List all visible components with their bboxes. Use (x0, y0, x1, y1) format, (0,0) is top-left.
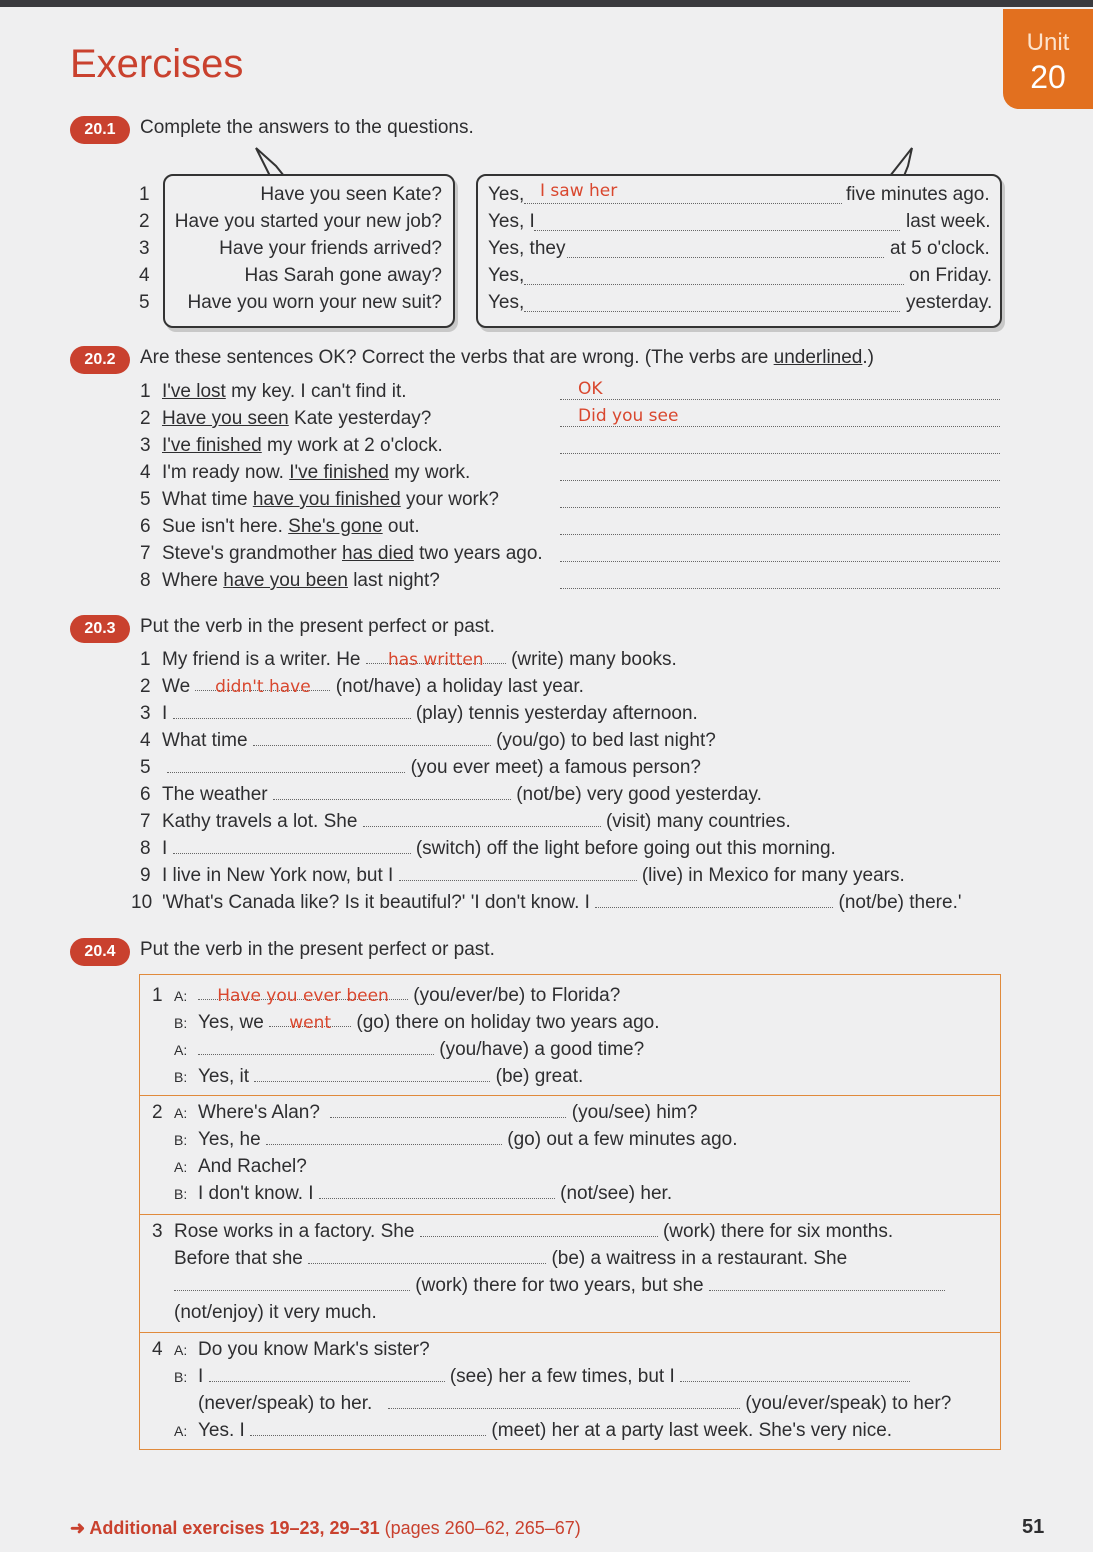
instruction-underlined: underlined (773, 347, 863, 368)
speaker-label: B: (174, 1069, 188, 1085)
speaker-label: B: (174, 1186, 188, 1202)
sentence-text: my work. (388, 462, 471, 483)
sentence-text: (live) in Mexico for many years. (641, 865, 905, 886)
answer-handwritten: OK (578, 379, 603, 399)
sentence-text: (go) there on holiday two years ago. (356, 1012, 660, 1033)
item-number: 5 (140, 757, 151, 778)
exercise-instruction-20-2 (140, 347, 874, 369)
sentence-text: I (198, 1366, 204, 1387)
answer-end: five minutes ago. (846, 184, 990, 205)
underlined-verb: have you finished (252, 489, 401, 510)
item-number: 7 (140, 811, 151, 832)
item-number: 8 (140, 838, 151, 859)
item-number: 3 (140, 703, 151, 724)
list-item (140, 543, 543, 565)
exercise-instruction-20-3: Put the verb in the present perfect or past. (140, 616, 495, 637)
sentence-text: Yes, he (198, 1129, 261, 1150)
list-item (140, 784, 762, 806)
underlined-verb: has died (342, 543, 414, 564)
list-item (140, 811, 791, 833)
sentence-text: 'What's Canada like? Is it beautiful?' 'I don't know. I (162, 892, 590, 913)
item-number: 1 (140, 381, 151, 402)
answer-blank[interactable] (560, 452, 1000, 454)
list-item (140, 676, 584, 698)
sentence-text: Kathy travels a lot. She (162, 811, 358, 832)
dialogue-line (174, 1012, 660, 1034)
exercise-badge-20-2: 20.2 (70, 346, 130, 374)
speaker-label: B: (174, 1132, 188, 1148)
item-number: 5 (139, 292, 150, 313)
item-number: 1 (139, 184, 150, 205)
sentence-text: (be) great. (495, 1066, 584, 1087)
item-number: 4 (152, 1339, 163, 1360)
sentence-text: Before that she (174, 1248, 303, 1269)
unit-number: 20 (1030, 59, 1066, 95)
sentence-text: What time (162, 730, 248, 751)
dialogue-line (174, 1366, 910, 1388)
sentence-text: last night? (347, 570, 440, 591)
list-item (140, 570, 440, 592)
list-item (140, 703, 698, 725)
answer-blank[interactable] (266, 1130, 502, 1145)
item-number: 5 (140, 489, 151, 510)
sentence-text: Sue isn't here. (162, 516, 289, 537)
answer-start: Yes, I (488, 211, 535, 232)
dialogue-line (174, 1129, 738, 1151)
item-number: 8 (140, 570, 151, 591)
item-number: 3 (152, 1221, 163, 1242)
answer-blank[interactable] (560, 533, 1000, 535)
answer-blank[interactable] (524, 283, 904, 285)
answer-end: on Friday. (909, 265, 993, 286)
item-number: 2 (140, 408, 151, 429)
list-item (140, 865, 905, 887)
answer-blank[interactable] (363, 812, 601, 827)
item-number: 3 (140, 435, 151, 456)
sentence-text: (not/see) her. (560, 1183, 673, 1204)
answer-handwritten: Did you see (578, 406, 679, 426)
sentence-text: I'm ready now. (162, 462, 290, 483)
question-text: Have you seen Kate? (260, 184, 442, 205)
item-number: 1 (140, 649, 151, 670)
underlined-verb: have you been (223, 570, 348, 591)
underlined-verb: Have you seen (162, 408, 289, 429)
dialogue-line (152, 985, 620, 1007)
answer-blank[interactable] (567, 256, 884, 258)
answer-blank[interactable] (250, 1421, 486, 1436)
sentence-text: I live in New York now, but I (162, 865, 394, 886)
answer-blank[interactable] (167, 758, 405, 773)
answer-blank[interactable] (560, 587, 1000, 589)
sentence-text: I (162, 838, 168, 859)
answer-blank[interactable] (330, 1103, 566, 1118)
speaker-label: A: (174, 1105, 188, 1121)
sentence-text: (you/ever/speak) to her? (745, 1393, 952, 1414)
item-number: 4 (139, 265, 150, 286)
answer-end: at 5 o'clock. (890, 238, 990, 259)
sentence-text: What time (162, 489, 253, 510)
question-text: Have your friends arrived? (219, 238, 442, 259)
answer-blank[interactable] (254, 1067, 490, 1082)
list-item (140, 730, 716, 752)
sentence-text: Yes. I (198, 1420, 245, 1441)
sentence-text: (never/speak) to her. (198, 1393, 373, 1414)
footer-link-text: ➜ Additional exercises 19–23, 29–31 (70, 1518, 380, 1538)
answer-blank[interactable] (560, 506, 1000, 508)
sentence-text: (work) there for two years, but she (415, 1275, 704, 1296)
sentence-text: your work? (400, 489, 499, 510)
sentence-text: Where's Alan? (198, 1102, 320, 1123)
list-item (140, 838, 836, 860)
list-item (140, 489, 499, 511)
sentence-text: (work) there for six months. (662, 1221, 894, 1242)
question-text: Has Sarah gone away? (244, 265, 442, 286)
item-number: 4 (140, 730, 151, 751)
answer-handwritten: went (289, 1013, 332, 1033)
dialogue-line (174, 1183, 672, 1205)
item-number: 6 (140, 516, 151, 537)
dialogue-line (174, 1156, 307, 1178)
answer-blank[interactable] (366, 649, 506, 670)
dialogue-line: (not/enjoy) it very much. (174, 1302, 377, 1323)
exercise-badge-20-3: 20.3 (70, 615, 130, 643)
answer-start: Yes, (488, 184, 525, 205)
answer-blank[interactable] (709, 1276, 945, 1291)
speaker-label: B: (174, 1015, 188, 1031)
underlined-verb: I've lost (162, 381, 226, 402)
sentence-text: (not/be) very good yesterday. (516, 784, 762, 805)
question-text: Have you worn your new suit? (187, 292, 442, 313)
answer-blank[interactable] (595, 893, 833, 908)
sentence-text: (meet) her at a party last week. She's very nice. (491, 1420, 893, 1441)
answer-blank[interactable] (174, 1276, 410, 1291)
answer-blank[interactable] (198, 985, 408, 1006)
sentence-text: I (162, 703, 168, 724)
sentence-text: And Rachel? (198, 1156, 307, 1177)
speaker-label: A: (174, 1159, 188, 1175)
item-number: 4 (140, 462, 151, 483)
speaker-label: A: (174, 1342, 188, 1358)
answer-blank[interactable] (399, 866, 637, 881)
sentence-text: (you/ever/be) to Florida? (413, 985, 621, 1006)
sentence-text: The weather (162, 784, 268, 805)
sentence-text: Yes, it (198, 1066, 250, 1087)
item-number: 6 (140, 784, 151, 805)
item-number: 2 (140, 676, 151, 697)
additional-exercises-link[interactable] (70, 1518, 581, 1539)
dialogue-line (174, 1420, 892, 1442)
answer-end: last week. (906, 211, 991, 232)
answer-blank[interactable] (173, 839, 411, 854)
speaker-label: A: (174, 988, 188, 1004)
sentence-text: (see) her a few times, but I (449, 1366, 675, 1387)
answer-blank[interactable] (173, 704, 411, 719)
answer-blank[interactable] (420, 1222, 658, 1237)
sentence-text: Where (162, 570, 224, 591)
list-item (140, 435, 443, 457)
list-item (140, 381, 407, 403)
item-number: 7 (140, 543, 151, 564)
item-number: 2 (139, 211, 150, 232)
sentence-text: (be) a waitress in a restaurant. She (551, 1248, 848, 1269)
sentence-text: (you/go) to bed last night? (496, 730, 716, 751)
exercise-instruction-20-4: Put the verb in the present perfect or past. (140, 939, 495, 960)
dialogue-line (174, 1066, 583, 1088)
dialogue-line (174, 1039, 644, 1061)
instruction-end: .) (862, 347, 874, 368)
list-item (140, 757, 701, 779)
page-title: Exercises (70, 42, 244, 86)
underlined-verb: She's gone (288, 516, 383, 537)
sentence-text: out. (382, 516, 420, 537)
underlined-verb: I've finished (289, 462, 389, 483)
answer-handwritten: has written (387, 650, 484, 670)
sentence-text: (visit) many countries. (605, 811, 791, 832)
item-number: 10 (131, 892, 153, 913)
answer-blank[interactable] (195, 676, 330, 697)
dialogue-line (174, 1248, 847, 1270)
question-text: Have you started your new job? (174, 211, 442, 232)
answer-blank[interactable] (308, 1249, 546, 1264)
answer-blank[interactable] (209, 1367, 445, 1382)
sentence-text: (you/have) a good time? (439, 1039, 645, 1060)
sentence-text: (write) many books. (511, 649, 677, 670)
answer-blank[interactable] (253, 731, 491, 746)
sentence-text: Do you know Mark's sister? (198, 1339, 430, 1360)
item-number: 3 (139, 238, 150, 259)
answer-blank[interactable] (524, 310, 900, 312)
answer-blank[interactable] (319, 1184, 555, 1199)
sentence-text: (not/be) there.' (838, 892, 962, 913)
exercise-badge-20-1: 20.1 (70, 116, 130, 144)
answer-blank[interactable] (269, 1012, 351, 1033)
list-item (140, 462, 470, 484)
instruction-text: Are these sentences OK? Correct the verbs that are wrong. (The verbs are (140, 347, 774, 368)
answer-start: Yes, (488, 292, 525, 313)
answer-blank[interactable] (198, 1040, 434, 1055)
sentence-text: (play) tennis yesterday afternoon. (415, 703, 698, 724)
sentence-text: (you ever meet) a famous person? (410, 757, 701, 778)
sentence-text: (you/see) him? (571, 1102, 698, 1123)
exercise-instruction-20-1: Complete the answers to the questions. (140, 117, 474, 138)
answer-end: yesterday. (906, 292, 993, 313)
speaker-label: B: (174, 1369, 188, 1385)
sentence-text: Steve's grandmother (162, 543, 342, 564)
answer-handwritten: Have you ever been (217, 986, 389, 1006)
answer-blank[interactable] (388, 1394, 740, 1409)
answer-blank[interactable] (560, 398, 1000, 400)
answer-handwritten: didn't have (215, 677, 311, 697)
sentence-text: (not/have) a holiday last year. (335, 676, 584, 697)
answer-blank[interactable] (560, 560, 1000, 562)
dialogue-line (152, 1102, 697, 1124)
answer-blank[interactable] (680, 1367, 910, 1382)
sentence-text: My friend is a writer. He (162, 649, 361, 670)
answer-handwritten: I saw her (540, 181, 618, 201)
item-number: 2 (152, 1102, 163, 1123)
sentence-text: I don't know. I (198, 1183, 314, 1204)
answer-blank[interactable] (273, 785, 511, 800)
dialogue-line (152, 1339, 430, 1361)
sentence-text: Rose works in a factory. She (174, 1221, 415, 1242)
page-number: 51 (1022, 1516, 1045, 1538)
list-item (140, 649, 677, 671)
speaker-label: A: (174, 1423, 188, 1439)
list-item (131, 892, 961, 914)
list-item (140, 408, 431, 430)
exercise-badge-20-4: 20.4 (70, 938, 130, 966)
underlined-verb: I've finished (162, 435, 262, 456)
list-item (140, 516, 420, 538)
item-number: 1 (152, 985, 163, 1006)
dialogue-line (174, 1275, 945, 1297)
answer-blank[interactable] (560, 479, 1000, 481)
sentence-text: two years ago. (413, 543, 543, 564)
sentence-text: (go) out a few minutes ago. (507, 1129, 738, 1150)
dialogue-line (152, 1221, 893, 1243)
sentence-text: my work at 2 o'clock. (261, 435, 443, 456)
sentence-text: Kate yesterday? (288, 408, 432, 429)
answer-blank[interactable] (534, 229, 900, 231)
sentence-text: my key. I can't find it. (225, 381, 407, 402)
answer-blank[interactable] (524, 202, 842, 204)
sentence-text: Yes, we (198, 1012, 264, 1033)
footer-pages: (pages 260–62, 265–67) (379, 1518, 581, 1538)
sentence-text: We (162, 676, 191, 697)
sentence-text: (switch) off the light before going out this morning. (415, 838, 836, 859)
dialogue-line (198, 1393, 951, 1415)
answer-start: Yes, they (488, 238, 566, 259)
answer-start: Yes, (488, 265, 525, 286)
speaker-label: A: (174, 1042, 188, 1058)
unit-label: Unit (1026, 29, 1070, 56)
item-number: 9 (140, 865, 151, 886)
